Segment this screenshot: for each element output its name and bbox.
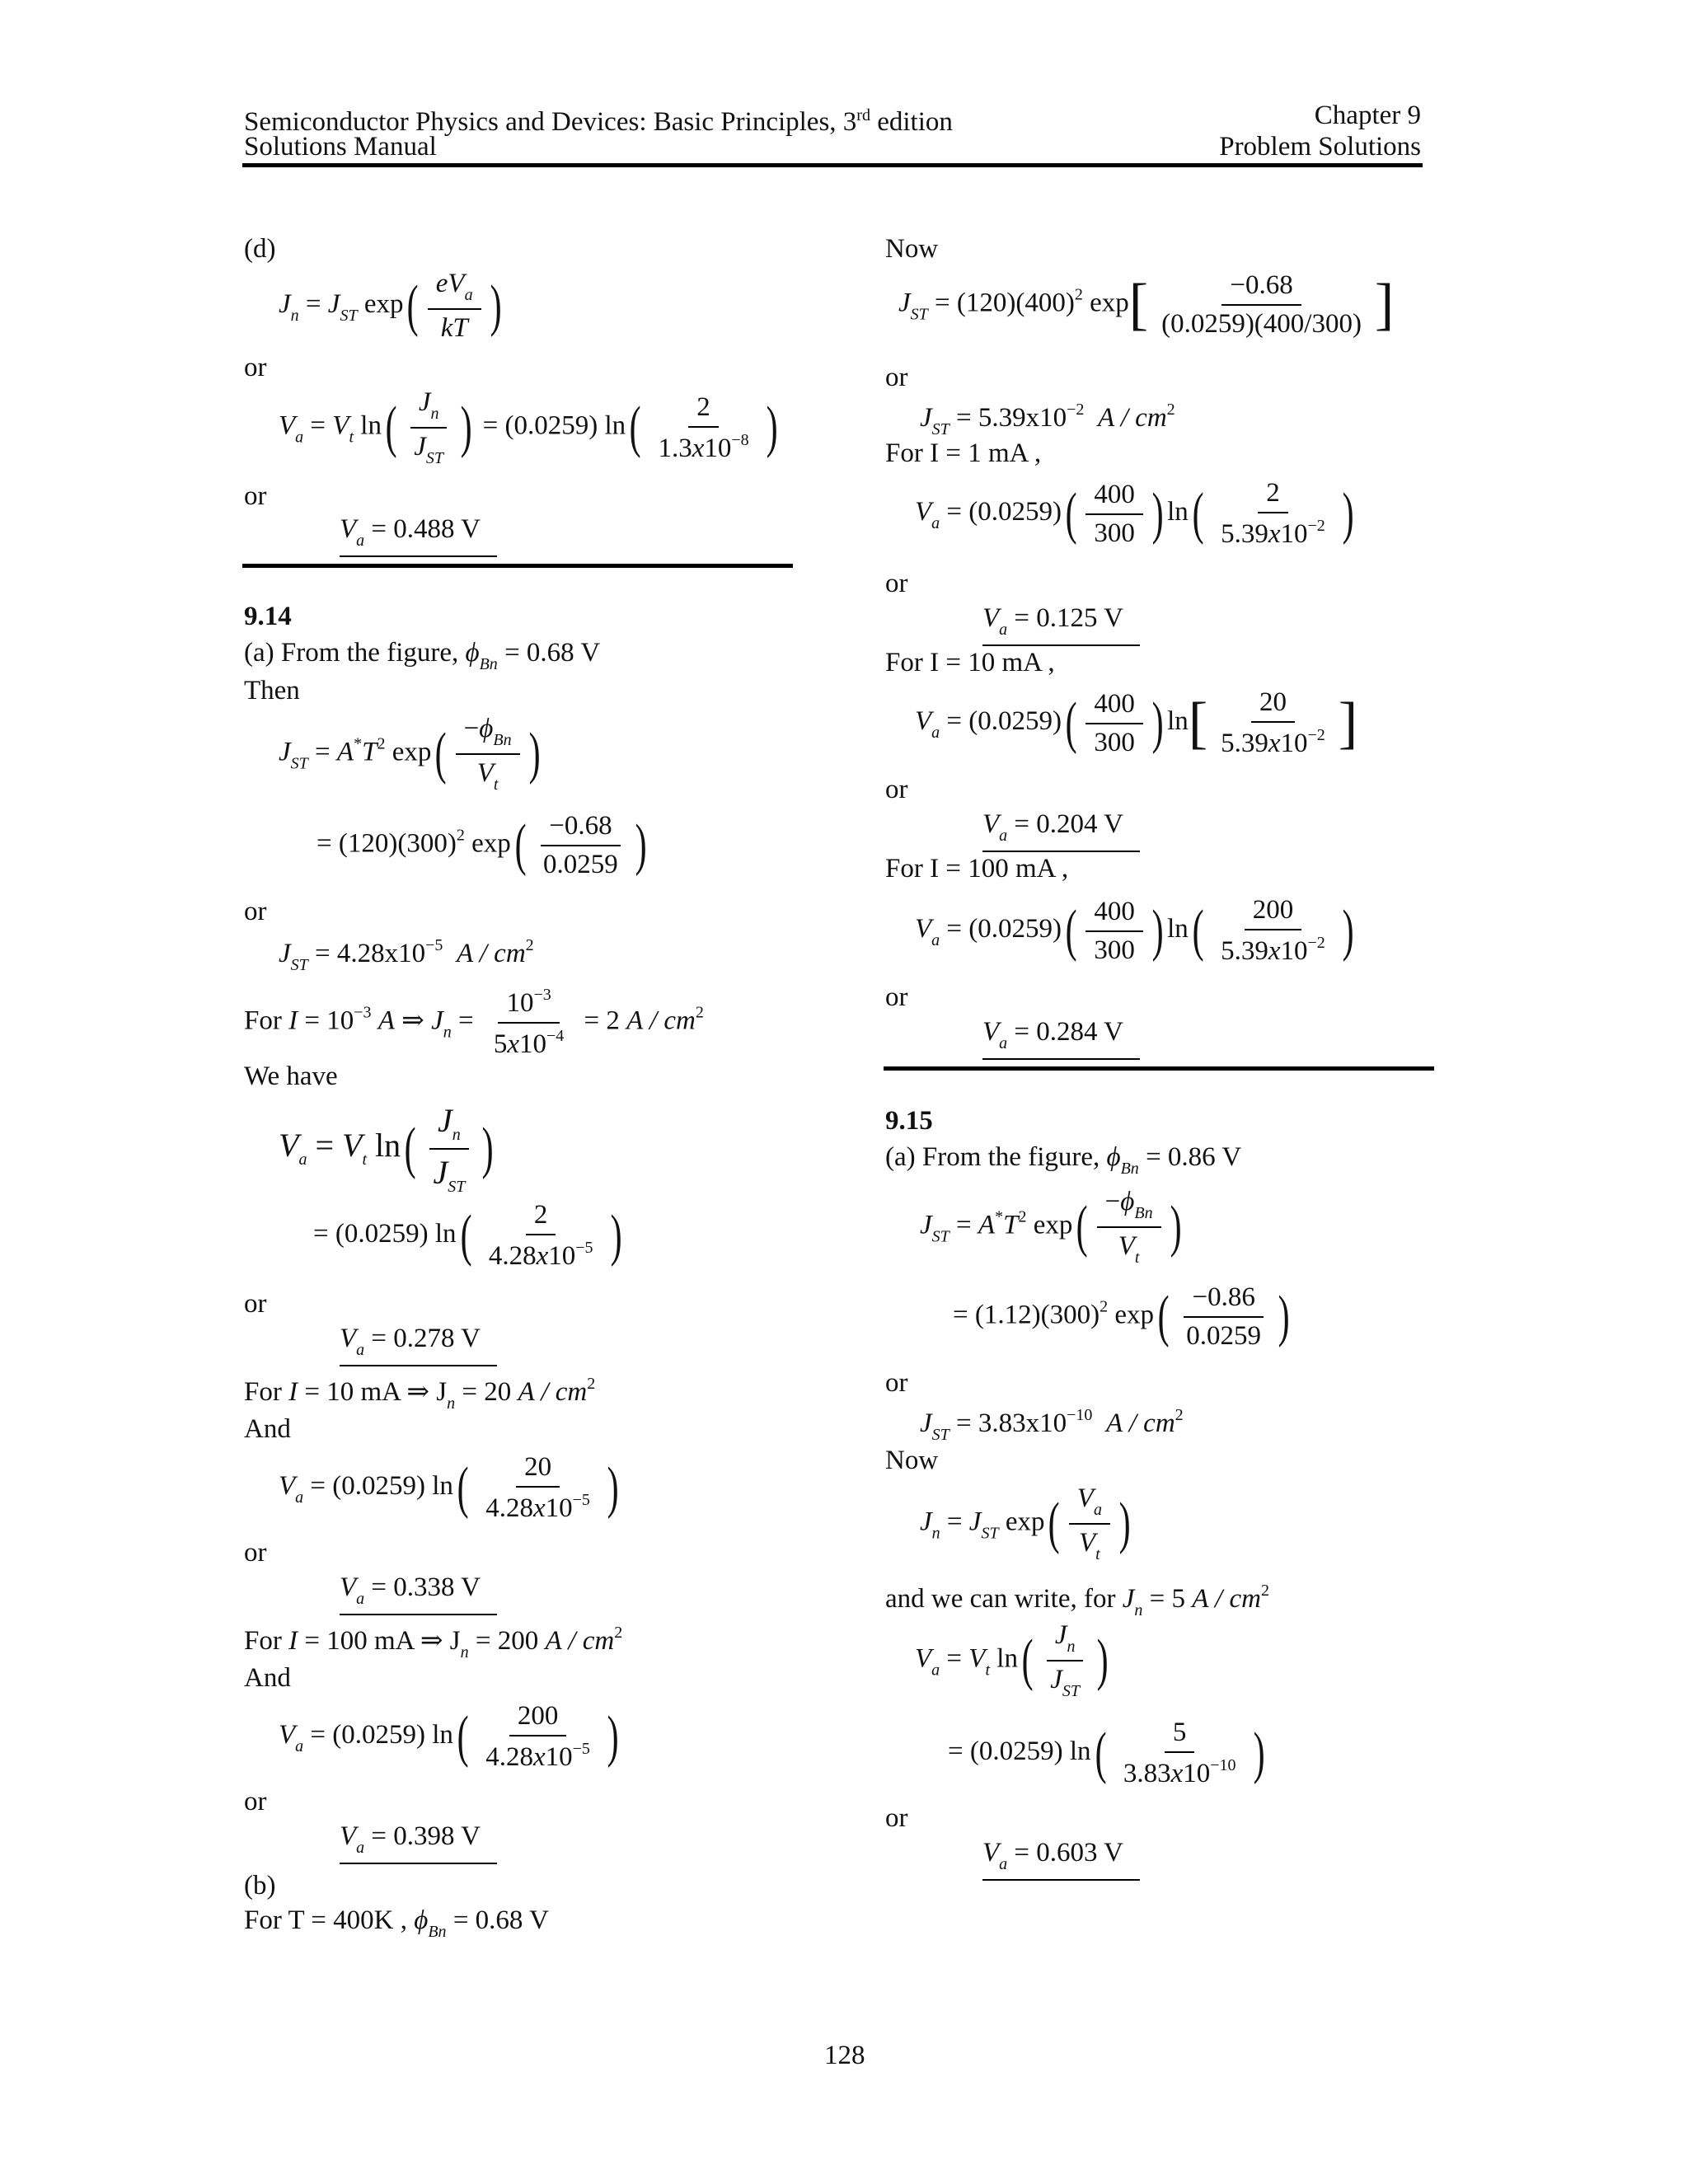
then-text: Then <box>244 676 300 705</box>
result-box: $V_a = 0.125$ V <box>982 603 1140 646</box>
or-text: or <box>885 1803 908 1833</box>
result-box: $V_a = 0.398$ V <box>340 1821 497 1864</box>
or-text: or <box>885 569 908 598</box>
manual-label: Solutions Manual <box>244 132 437 162</box>
equation: $V_a = V_t$ ln( $\frac{J_n}{J_{ST}}$ ) <box>279 1102 494 1196</box>
equation: $J_n = J_{ST}$ exp( $\frac{V_a}{V_t}$ ) <box>920 1483 1131 1563</box>
header-rule <box>242 163 1423 167</box>
or-text: or <box>885 1368 908 1398</box>
equation: For I = 10 mA ⇒ $J_n = 20$ A / $cm^2$ <box>244 1375 596 1413</box>
section-divider <box>242 564 793 568</box>
equation: For I = 100 mA ⇒ $J_n = 200$ A / $cm^2$ <box>244 1624 623 1661</box>
equation: $J_{ST} = 3.83x10^{-10}$ A / $cm^2$ <box>920 1406 1184 1444</box>
section-divider <box>884 1066 1434 1071</box>
equation: $J_n = J_{ST}$ exp( $\frac{eV_a}{kT}$ ) <box>279 269 502 343</box>
or-text: or <box>244 1289 267 1319</box>
equation: = $(1.12)(300)^2$ exp( $\frac{-0.86}{0.0259}$ ) <box>953 1282 1290 1351</box>
we-have-text: We have <box>244 1062 338 1091</box>
equation: $J_{ST} = 4.28x10^{-5}$ A / $cm^2$ <box>279 936 534 974</box>
equation: $V_a = V_t$ ln( $\frac{J_n}{J_{ST}}$ ) <box>915 1620 1109 1700</box>
part-d-label: (d) <box>244 234 276 264</box>
or-text: or <box>244 1787 267 1816</box>
or-text: or <box>244 353 267 382</box>
problem-title: 9.15 <box>885 1106 933 1136</box>
equation: = (0.0259) ln( $\frac{2}{4.28x10^{-5}}$ ) <box>313 1200 622 1271</box>
or-text: or <box>244 897 267 926</box>
or-text: or <box>885 982 908 1012</box>
equation: $V_a = (0.0259)$( $\frac{400}{300}$ ) ln( $\frac{200}{5.39x10^{-2}}$ ) <box>915 895 1354 966</box>
and-text: And <box>244 1414 291 1444</box>
now-text: Now <box>885 1446 939 1475</box>
equation: For $I = 10^{-3}$ A ⇒ $J_n$ = $\frac{10^{-3}}{5x10^{-4}}$ = 2 A / $cm^2$ <box>244 986 704 1059</box>
equation: $V_a = V_t$ ln( $\frac{J_n}{J_{ST}}$ ) = (0.0259) ln( $\frac{2}{1.3x10^{-8}}$ ) <box>279 387 778 467</box>
result-box: $V_a = 0.284$ V <box>982 1017 1140 1060</box>
equation: $J_{ST} = 5.39x10^{-2}$ A / $cm^2$ <box>920 401 1175 438</box>
part-a-text: (a) From the figure, $\phi_{Bn} = 0.86$ V <box>885 1142 1242 1178</box>
result-box: $V_a = 0.278$ V <box>340 1324 497 1366</box>
equation: and we can write, for $J_n = 5$ A / $cm^2$ <box>885 1582 1269 1619</box>
equation: $V_a = (0.0259)$ ln( $\frac{200}{4.28x10^{-5}}$ ) <box>279 1701 619 1772</box>
condition-text: For I = 1 mA , <box>885 438 1042 468</box>
or-text: or <box>885 363 908 392</box>
page-number: 128 <box>824 2041 865 2070</box>
result-box: $V_a = 0.204$ V <box>982 809 1140 852</box>
result-box: $V_a = 0.603$ V <box>982 1838 1140 1881</box>
or-text: or <box>244 481 267 511</box>
equation: $V_a = (0.0259)$( $\frac{400}{300}$ ) ln[ $\frac{20}{5.39x10^{-2}}$ ] <box>915 687 1358 758</box>
result-box: $V_a = 0.338$ V <box>340 1572 497 1615</box>
now-text: Now <box>885 234 939 264</box>
equation: $J_{ST} = A^*T^2$ exp( $\frac{-\phi_{Bn}}{V_t}$ ) <box>279 714 541 794</box>
part-a-text: (a) From the figure, $\phi_{Bn} = 0.68$ V <box>244 638 601 673</box>
or-text: or <box>244 1538 267 1568</box>
part-b-label: (b) <box>244 1871 276 1900</box>
equation: For T = 400K , $\phi_{Bn} = 0.68$ V <box>244 1905 549 1941</box>
equation: $V_a = (0.0259)$( $\frac{400}{300}$ ) ln( $\frac{2}{5.39x10^{-2}}$ ) <box>915 478 1354 549</box>
equation: = (0.0259) ln( $\frac{5}{3.83x10^{-10}}$ ) <box>948 1718 1265 1788</box>
section-label: Problem Solutions <box>1219 132 1421 162</box>
book-title: Semiconductor Physics and Devices: Basic Principles, 3rd edition <box>244 106 953 137</box>
result-box: $V_a = 0.488$ V <box>340 514 497 557</box>
equation: $J_{ST} = A^*T^2$ exp( $\frac{-\phi_{Bn}}{V_t}$ ) <box>920 1187 1182 1267</box>
problem-title: 9.14 <box>244 602 292 631</box>
equation: $J_{ST} = (120)(400)^2$ exp[ $\frac{-0.68}{(0.0259)(400/300)}$ ] <box>898 270 1395 339</box>
or-text: or <box>885 775 908 804</box>
condition-text: For I = 10 mA , <box>885 648 1055 677</box>
equation: = $(120)(300)^2$ exp( $\frac{-0.68}{0.0259}$ ) <box>316 811 647 879</box>
chapter-label: Chapter 9 <box>1314 101 1421 130</box>
equation: $V_a = (0.0259)$ ln( $\frac{20}{4.28x10^{-5}}$ ) <box>279 1452 619 1523</box>
and-text: And <box>244 1663 291 1693</box>
condition-text: For I = 100 mA , <box>885 854 1069 883</box>
